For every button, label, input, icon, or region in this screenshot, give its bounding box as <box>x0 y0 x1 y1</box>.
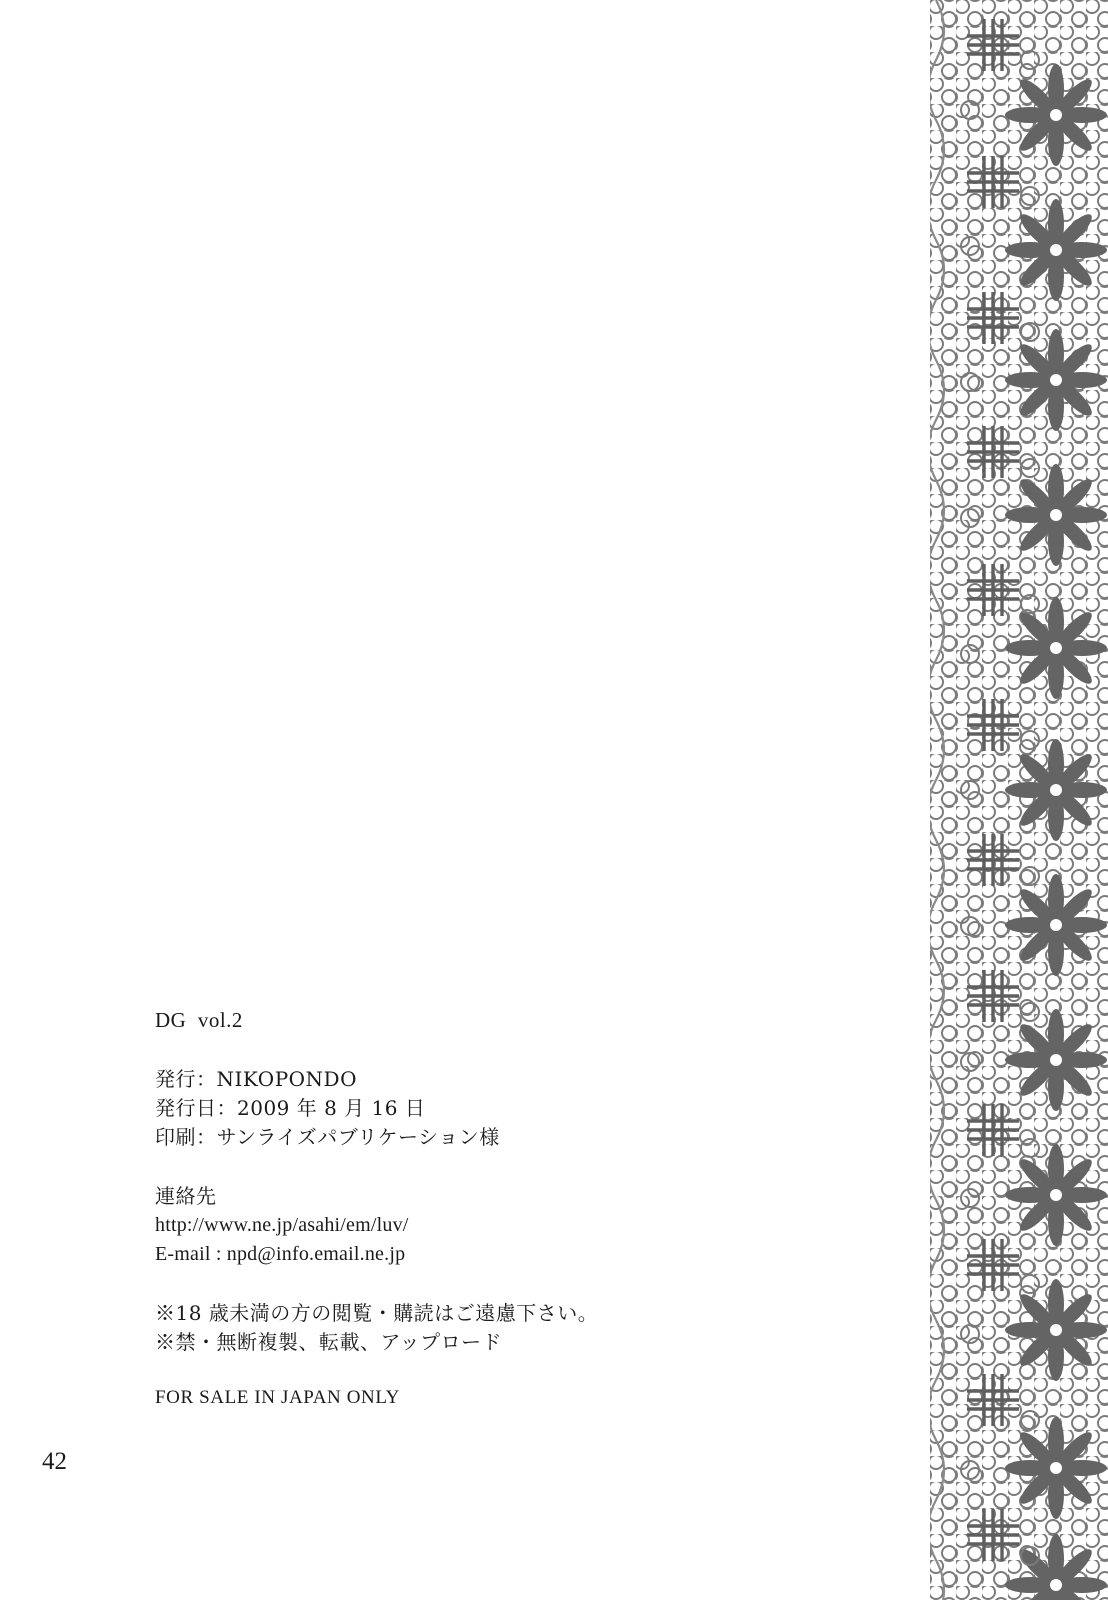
contact-group <box>155 1182 775 1269</box>
contact-heading: 連絡先 <box>155 1184 217 1208</box>
lace-border-svg <box>930 0 1108 1600</box>
printer-line: 印刷：サンライズパブリケーション様 <box>155 1125 500 1149</box>
publication-title: DG vol.2 <box>155 1008 243 1032</box>
publication-date-line: 発行日：2009 年 8 月 16 日 <box>155 1096 426 1120</box>
age-restriction-notice: ※18 歳未満の方の閲覧・購読はご遠慮下さい。 <box>155 1301 599 1325</box>
publisher-line: 発行：NIKOPONDO <box>155 1067 357 1091</box>
notice-group <box>155 1299 775 1357</box>
lace-border-decoration <box>930 0 1108 1600</box>
page-number: 42 <box>42 1448 67 1475</box>
copyright-notice: ※禁・無断複製、転載、アップロード <box>155 1330 503 1354</box>
website-url[interactable]: http://www.ne.jp/asahi/em/luv/ <box>155 1214 409 1236</box>
colophon-block <box>155 1008 775 1409</box>
imprint-group <box>155 1065 775 1152</box>
sale-region-notice: FOR SALE IN JAPAN ONLY <box>155 1387 400 1408</box>
email-address[interactable]: E-mail : npd@info.email.ne.jp <box>155 1243 406 1265</box>
